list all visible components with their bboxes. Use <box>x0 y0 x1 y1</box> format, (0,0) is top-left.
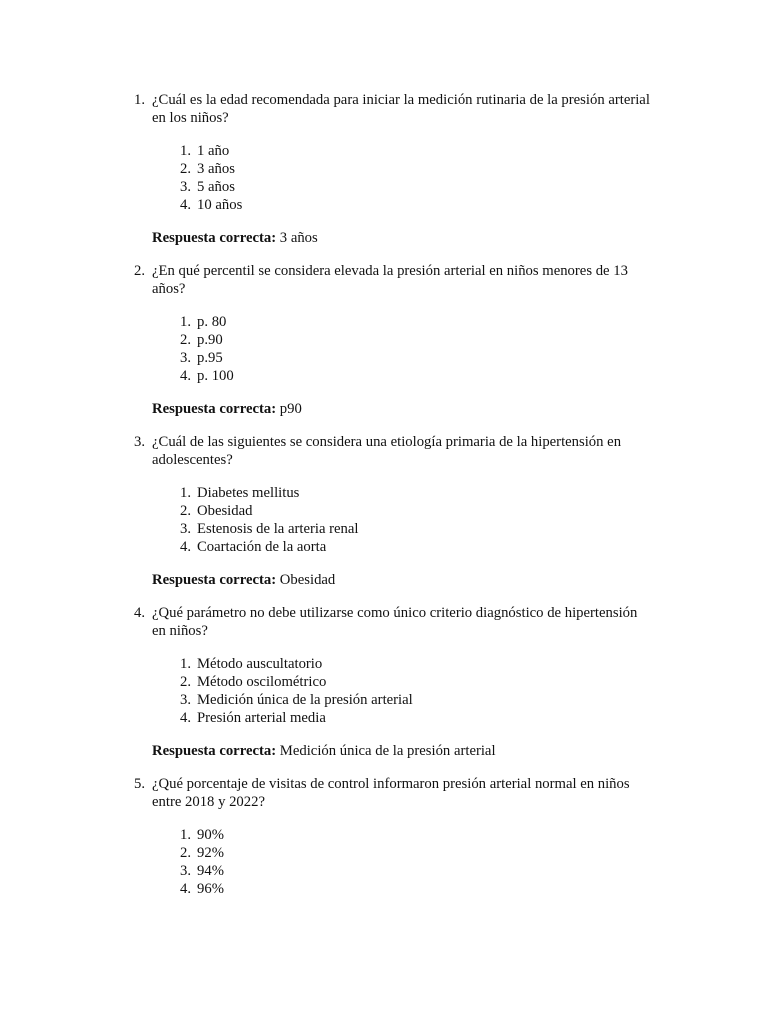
option-item <box>180 862 652 880</box>
question-text: ¿Qué porcentaje de visitas de control informaron presión arterial normal en niños entre 2018 y 2022? <box>152 776 630 810</box>
answer-label: Respuesta correcta: <box>152 743 277 759</box>
option-text: Método auscultatorio <box>197 656 323 672</box>
correct-answer <box>152 229 652 247</box>
option-number: 4. <box>180 197 192 213</box>
option-number: 4. <box>180 881 192 897</box>
option-number: 1. <box>180 485 192 501</box>
option-number: 1. <box>180 143 192 159</box>
option-number: 3. <box>180 350 192 366</box>
option-text: 3 años <box>197 161 235 177</box>
option-list <box>180 826 652 898</box>
question-number: 5. <box>134 776 146 792</box>
option-text: 1 año <box>197 143 230 159</box>
answer-value: p90 <box>279 401 302 417</box>
option-list <box>180 313 652 385</box>
option-text: Método oscilométrico <box>197 674 327 690</box>
option-item <box>180 502 652 520</box>
answer-value: Medición única de la presión arterial <box>279 743 496 759</box>
option-number: 1. <box>180 314 192 330</box>
question-text: ¿Cuál es la edad recomendada para iniciar la medición rutinaria de la presión arterial en los niños? <box>152 92 650 126</box>
option-text: Diabetes mellitus <box>197 485 300 501</box>
question-text: ¿Qué parámetro no debe utilizarse como único criterio diagnóstico de hipertensión en niños? <box>152 605 638 639</box>
option-number: 4. <box>180 539 192 555</box>
option-item <box>180 331 652 349</box>
option-item <box>180 160 652 178</box>
option-text: Coartación de la aorta <box>197 539 327 555</box>
option-text: p. 80 <box>197 314 227 330</box>
option-item <box>180 196 652 214</box>
question-number: 3. <box>134 434 146 450</box>
option-text: Obesidad <box>197 503 253 519</box>
option-text: 96% <box>197 881 224 897</box>
option-item <box>180 880 652 898</box>
question-4 <box>134 604 652 760</box>
option-number: 2. <box>180 674 192 690</box>
option-item <box>180 655 652 673</box>
option-number: 2. <box>180 845 192 861</box>
option-number: 2. <box>180 161 192 177</box>
option-list <box>180 142 652 214</box>
option-item <box>180 313 652 331</box>
question-1 <box>134 91 652 247</box>
option-text: p.90 <box>197 332 223 348</box>
option-text: 92% <box>197 845 224 861</box>
option-text: Presión arterial media <box>197 710 326 726</box>
question-text: ¿En qué percentil se considera elevada la presión arterial en niños menores de 13 años? <box>152 263 628 297</box>
option-number: 4. <box>180 710 192 726</box>
option-number: 2. <box>180 332 192 348</box>
option-number: 1. <box>180 656 192 672</box>
answer-value: Obesidad <box>279 572 336 588</box>
answer-label: Respuesta correcta: <box>152 401 277 417</box>
question-number: 2. <box>134 263 146 279</box>
question-text: ¿Cuál de las siguientes se considera una etiología primaria de la hipertensión en adolescentes? <box>152 434 622 468</box>
option-text: p. 100 <box>197 368 234 384</box>
option-item <box>180 178 652 196</box>
answer-label: Respuesta correcta: <box>152 230 277 246</box>
option-item <box>180 538 652 556</box>
answer-label: Respuesta correcta: <box>152 572 277 588</box>
option-text: Estenosis de la arteria renal <box>197 521 359 537</box>
option-number: 2. <box>180 503 192 519</box>
option-item <box>180 709 652 727</box>
question-5 <box>134 775 652 898</box>
option-item <box>180 691 652 709</box>
option-item <box>180 520 652 538</box>
correct-answer <box>152 571 652 589</box>
option-text: 10 años <box>197 197 243 213</box>
option-list <box>180 484 652 556</box>
option-text: 5 años <box>197 179 235 195</box>
option-item <box>180 367 652 385</box>
correct-answer <box>152 742 652 760</box>
option-item <box>180 484 652 502</box>
option-item <box>180 142 652 160</box>
option-text: 94% <box>197 863 224 879</box>
option-number: 3. <box>180 863 192 879</box>
option-text: p.95 <box>197 350 223 366</box>
option-item <box>180 349 652 367</box>
option-item <box>180 844 652 862</box>
option-text: Medición única de la presión arterial <box>197 692 413 708</box>
option-number: 4. <box>180 368 192 384</box>
correct-answer <box>152 400 652 418</box>
option-text: 90% <box>197 827 224 843</box>
option-item <box>180 673 652 691</box>
option-list <box>180 655 652 727</box>
option-number: 3. <box>180 521 192 537</box>
answer-value: 3 años <box>279 230 318 246</box>
question-number: 1. <box>134 92 146 108</box>
option-number: 1. <box>180 827 192 843</box>
option-number: 3. <box>180 692 192 708</box>
option-item <box>180 826 652 844</box>
question-3 <box>134 433 652 589</box>
question-2 <box>134 262 652 418</box>
option-number: 3. <box>180 179 192 195</box>
question-number: 4. <box>134 605 146 621</box>
